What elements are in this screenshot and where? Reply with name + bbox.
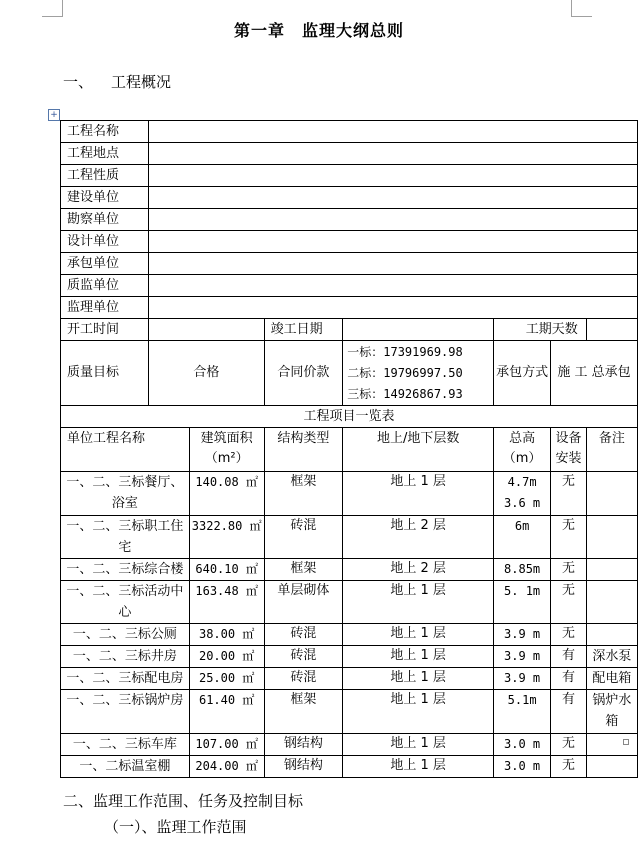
project-structure: 框架: [264, 690, 343, 734]
finish-value: [343, 319, 494, 341]
project-equipment: 有: [551, 690, 587, 734]
info-value: [149, 187, 638, 209]
project-floors: 地上 2 层: [343, 559, 494, 581]
project-height: 3.9 m: [494, 646, 551, 668]
project-floors: 地上 1 层: [343, 668, 494, 690]
project-structure: 钢结构: [264, 734, 343, 756]
project-structure: 砖混: [264, 646, 343, 668]
project-list-title-row: [61, 406, 638, 428]
info-row: [61, 297, 638, 319]
quality-label: 质量目标: [61, 341, 149, 406]
project-equipment: 无: [551, 472, 587, 516]
project-area: 3322.80 ㎡: [189, 516, 264, 559]
project-equipment: 无: [551, 734, 587, 756]
project-structure: 单层砌体: [264, 581, 343, 624]
info-label: 建设单位: [61, 187, 149, 209]
project-area: 38.00 ㎡: [189, 624, 264, 646]
project-name: 一、二、三标综合楼: [61, 559, 190, 581]
project-area: 20.00 ㎡: [189, 646, 264, 668]
project-area: 163.48 ㎡: [189, 581, 264, 624]
info-value: [149, 209, 638, 231]
project-row: [61, 756, 638, 778]
column-header: 备注: [586, 428, 637, 472]
project-note: [586, 581, 637, 624]
project-row: [61, 734, 638, 756]
project-area: 640.10 ㎡: [189, 559, 264, 581]
info-row: [61, 231, 638, 253]
project-note: 配电箱: [586, 668, 637, 690]
project-height: 3.0 m: [494, 756, 551, 778]
project-note: 深水泵: [586, 646, 637, 668]
crop-mark-top-left: [42, 0, 63, 17]
project-floors: 地上 2 层: [343, 516, 494, 559]
project-name: 一、二、三标车库: [61, 734, 190, 756]
column-header: 地上/地下层数: [343, 428, 494, 472]
project-height: 5.1m: [494, 690, 551, 734]
project-height: 5. 1m: [494, 581, 551, 624]
section-heading-overview: [63, 71, 171, 92]
project-area: 107.00 ㎡: [189, 734, 264, 756]
project-name: 一、二、三标公厕: [61, 624, 190, 646]
table-resize-handle[interactable]: [623, 739, 629, 745]
project-height: 4.7m 3.6 m: [494, 472, 551, 516]
project-equipment: 有: [551, 668, 587, 690]
project-name: 一、二、三标活动中心: [61, 581, 190, 624]
project-note: 锅炉水箱: [586, 690, 637, 734]
column-header: 总高（m）: [494, 428, 551, 472]
project-name: 一、二、三标井房: [61, 646, 190, 668]
info-value: [149, 275, 638, 297]
info-label: 工程性质: [61, 165, 149, 187]
info-row: [61, 209, 638, 231]
bid-amount: 二标：19796997.50: [347, 365, 463, 380]
duration-label: 工期天数: [494, 319, 587, 341]
duration-value: [586, 319, 637, 341]
info-label: 承包单位: [61, 253, 149, 275]
project-row: [61, 624, 638, 646]
project-area: 25.00 ㎡: [189, 668, 264, 690]
project-floors: 地上 1 层: [343, 581, 494, 624]
project-note: [586, 559, 637, 581]
section-heading-scope: 二、监理工作范围、任务及控制目标: [63, 792, 304, 810]
project-overview-table: [60, 120, 638, 778]
project-height: 3.0 m: [494, 734, 551, 756]
quality-contract-row: [61, 341, 638, 406]
project-floors: 地上 1 层: [343, 472, 494, 516]
project-note: [586, 624, 637, 646]
project-header-row: [61, 428, 638, 472]
project-name: 一、二、三标餐厅、浴室: [61, 472, 190, 516]
info-row: [61, 121, 638, 143]
info-label: 监理单位: [61, 297, 149, 319]
project-equipment: 无: [551, 559, 587, 581]
project-row: [61, 581, 638, 624]
project-structure: 钢结构: [264, 756, 343, 778]
info-label: 质监单位: [61, 275, 149, 297]
table-move-handle-icon[interactable]: +: [48, 109, 60, 121]
info-value: [149, 143, 638, 165]
project-height: 3.9 m: [494, 624, 551, 646]
finish-label: 竣工日期: [264, 319, 343, 341]
start-value: [149, 319, 264, 341]
subsection-heading-scope: （一）、监理工作范围: [104, 818, 247, 836]
bid-amount: 一标：17391969.98: [347, 344, 463, 359]
info-label: 工程名称: [61, 121, 149, 143]
project-name: 一、二标温室棚: [61, 756, 190, 778]
info-value: [149, 231, 638, 253]
project-note: [586, 734, 637, 756]
project-note: [586, 756, 637, 778]
chapter-title: 第一章 监理大纲总则: [233, 21, 404, 40]
column-header: 建筑面积（m²）: [189, 428, 264, 472]
info-label: 工程地点: [61, 143, 149, 165]
project-name: 一、二、三标职工住宅: [61, 516, 190, 559]
info-row: [61, 275, 638, 297]
column-header: 结构类型: [264, 428, 343, 472]
project-floors: 地上 1 层: [343, 646, 494, 668]
contract-bids: [343, 341, 494, 406]
start-label: 开工时间: [61, 319, 149, 341]
project-name: 一、二、三标锅炉房: [61, 690, 190, 734]
project-area: 204.00 ㎡: [189, 756, 264, 778]
project-equipment: 无: [551, 516, 587, 559]
column-header: 设备安装: [551, 428, 587, 472]
project-row: [61, 646, 638, 668]
method-label: 承包方式: [494, 341, 551, 406]
project-row: [61, 516, 638, 559]
section-number: 一、: [63, 73, 94, 91]
project-row: [61, 559, 638, 581]
project-equipment: 无: [551, 581, 587, 624]
project-area: 140.08 ㎡: [189, 472, 264, 516]
project-floors: 地上 1 层: [343, 734, 494, 756]
project-equipment: 有: [551, 646, 587, 668]
project-equipment: 无: [551, 756, 587, 778]
info-label: 设计单位: [61, 231, 149, 253]
project-floors: 地上 1 层: [343, 624, 494, 646]
schedule-row: [61, 319, 638, 341]
info-row: [61, 253, 638, 275]
project-row: [61, 690, 638, 734]
info-value: [149, 297, 638, 319]
project-height: 3.9 m: [494, 668, 551, 690]
project-area: 61.40 ㎡: [189, 690, 264, 734]
project-note: [586, 516, 637, 559]
project-floors: 地上 1 层: [343, 756, 494, 778]
bid-amount: 三标：14926867.93: [347, 386, 463, 401]
section-text: 工程概况: [111, 73, 172, 91]
info-label: 勘察单位: [61, 209, 149, 231]
project-note: [586, 472, 637, 516]
column-header: 单位工程名称: [61, 428, 190, 472]
info-value: [149, 253, 638, 275]
project-name: 一、二、三标配电房: [61, 668, 190, 690]
info-row: [61, 187, 638, 209]
project-structure: 砖混: [264, 624, 343, 646]
info-value: [149, 165, 638, 187]
project-floors: 地上 1 层: [343, 690, 494, 734]
quality-value: 合格: [149, 341, 264, 406]
project-structure: 砖混: [264, 668, 343, 690]
info-value: [149, 121, 638, 143]
contract-label: 合同价款: [264, 341, 343, 406]
crop-mark-top-right: [571, 0, 592, 17]
project-equipment: 无: [551, 624, 587, 646]
project-height: 8.85m: [494, 559, 551, 581]
info-row: [61, 165, 638, 187]
project-height: 6m: [494, 516, 551, 559]
project-structure: 砖混: [264, 516, 343, 559]
info-row: [61, 143, 638, 165]
project-structure: 框架: [264, 472, 343, 516]
project-structure: 框架: [264, 559, 343, 581]
project-list-title: 工程项目一览表: [61, 406, 638, 428]
project-row: [61, 668, 638, 690]
project-row: [61, 472, 638, 516]
method-value: 施 工 总承包: [551, 341, 638, 406]
